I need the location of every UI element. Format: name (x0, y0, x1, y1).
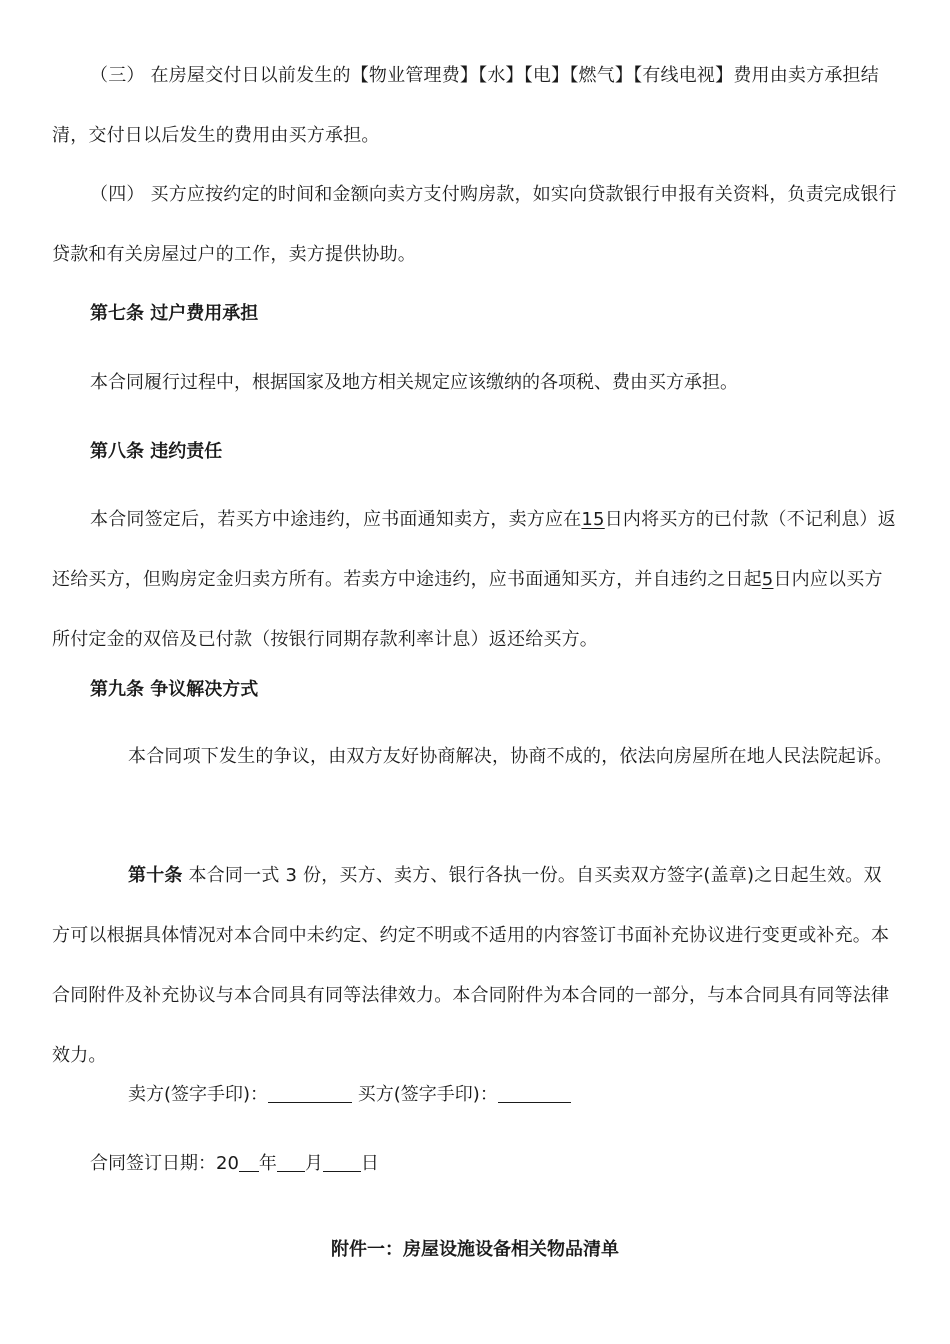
seller-signature-blank[interactable] (268, 1084, 352, 1103)
month-label: 月 (304, 1153, 323, 1174)
day-blank[interactable] (323, 1153, 361, 1172)
year-blank[interactable] (239, 1153, 259, 1172)
clause7-heading: 第七条 过户费用承担 (90, 303, 259, 324)
clause10-heading: 第十条 (128, 865, 183, 886)
buyer-signature-label: 买方(签字手印)： (357, 1084, 498, 1105)
contract-date-label: 合同签订日期： (90, 1153, 216, 1174)
clause9-body: 本合同项下发生的争议，由双方友好协商解决，协商不成的，依法向房屋所在地人民法院起诉。 (128, 746, 893, 767)
year-prefix: 20 (216, 1153, 239, 1174)
clause8-days-1: 15 (581, 509, 605, 530)
buyer-signature-blank[interactable] (498, 1084, 571, 1103)
clause8-text-1: 本合同签定后，若买方中途违约，应书面通知卖方，卖方应在 (90, 509, 582, 530)
clause6-item4: （四） 买方应按约定的时间和金额向卖方支付购房款，如实向贷款银行申报有关资料，负责完成银行贷款和有关房屋过户的工作，卖方提供协助。 (52, 184, 897, 265)
day-label: 日 (360, 1153, 379, 1174)
clause8-text-2: 日内将买方的已付款（不记利息）返还给买方，但购房定金归卖方所有。若卖方中途违约，应书面通知买方，并自违约之日起 (52, 509, 896, 590)
appendix-title: 附件一：房屋设施设备相关物品清单 (331, 1239, 619, 1260)
contract-date-line (90, 1149, 379, 1179)
clause8-body (52, 490, 898, 670)
clause8-text-3: 日内应以买方所付定金的双倍及已付款（按银行同期存款利率计息）返还给买方。 (52, 569, 883, 650)
clause9-heading: 第九条 争议解决方式 (90, 679, 259, 700)
clause10-body (52, 846, 898, 1086)
clause10-text: 本合同一式 3 份，买方、卖方、银行各执一份。自买卖双方签字(盖章)之日起生效。双方可以根据具体情况对本合同中未约定、约定不明或不适用的内容签订书面补充协议进行变更或补充。本合同附件及补充协议与本合同具有同等法律效力。本合同附件为本合同的一部分，与本合同具有同等法律效力。 (52, 865, 890, 1066)
clause6-item3: （三） 在房屋交付日以前发生的【物业管理费】【水】【电】【燃气】【有线电视】费用由卖方承担结清，交付日以后发生的费用由买方承担。 (52, 65, 879, 146)
clause8-days-2: 5 (761, 569, 774, 590)
seller-signature-label: 卖方(签字手印)： (128, 1084, 269, 1105)
clause7-body: 本合同履行过程中，根据国家及地方相关规定应该缴纳的各项税、费由买方承担。 (90, 372, 738, 393)
signature-line (128, 1080, 571, 1110)
month-blank[interactable] (277, 1153, 305, 1172)
clause8-heading: 第八条 违约责任 (90, 441, 223, 462)
year-label: 年 (258, 1153, 277, 1174)
